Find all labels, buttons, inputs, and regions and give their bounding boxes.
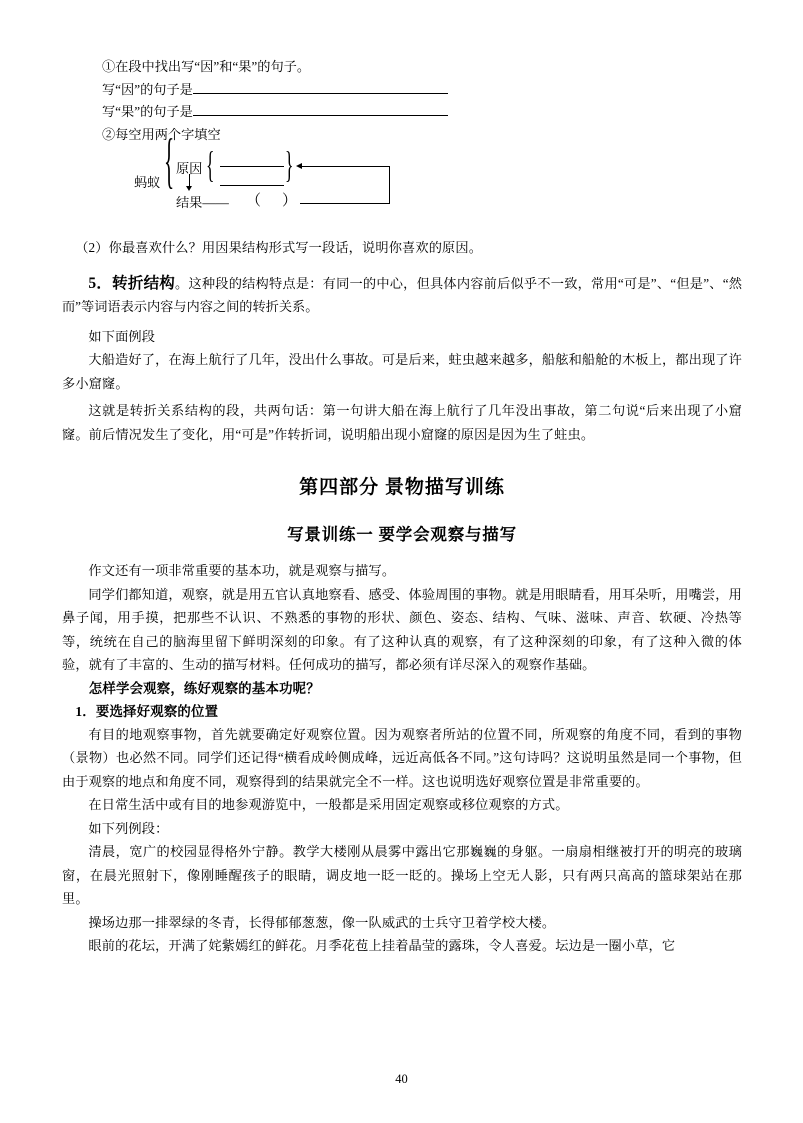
diagram-effect-label: 结果—— <box>176 195 229 210</box>
fill-in-cause-line <box>102 79 742 102</box>
question-block <box>102 56 742 146</box>
inner-brace-close: } <box>285 142 294 186</box>
outer-brace: { <box>164 129 175 196</box>
paragraph-8: 眼前的花坛，开满了姹紫嫣红的鲜花。月季花苞上挂着晶莹的露珠，令人喜爱。坛边是一圈小草，它 <box>88 938 676 953</box>
paragraph-6: 清晨，宽广的校园显得格外宁静。教学大楼刚从晨雾中露出它那巍巍的身躯。一扇扇相继被打开的明亮的玻璃窗，在晨光照射下，像刚睡醒孩子的眼睛，调皮地一眨一眨的。操场上空无人影，只有两只高高的篮球架站在那里。 <box>62 844 742 906</box>
question-heading: 怎样学会观察，练好观察的基本功呢？ <box>88 680 320 696</box>
question-item-2: ②每空用两个字填空 <box>102 126 221 142</box>
example-analysis: 这就是转折关系结构的段，共两句话：第一句讲大船在海上航行了几年没出事故，第二句说“后来出现了小窟窿。前后情况发生了变化，用“可是”作转折词，说明船出现小窟窿的原因是因为生了蛀虫。 <box>62 403 742 442</box>
paragraph-4: 在日常生活中或有目的地参观游览中，一般都是采用固定观察或移位观察的方式。 <box>88 797 569 812</box>
diagram-cause-label: 原因 <box>176 161 203 176</box>
section-5-number: 5． <box>88 274 113 292</box>
diagram-connector-bottom <box>300 203 390 204</box>
page-content <box>62 56 742 958</box>
fill-in-effect-blank[interactable] <box>193 102 448 116</box>
section-5-body: 。这种段的结构特点是：有同一的中心，但具体内容前后似乎不一致，常用“可是”、“但是”、“然而”等词语表示内容与内容之间的转折关系。 <box>62 275 742 314</box>
diagram-blank-line-2[interactable] <box>220 185 284 186</box>
inner-brace: { <box>206 142 215 186</box>
paragraph-7: 操场边那一排翠绿的冬青，长得郁郁葱葱，像一队威武的士兵守卫着学校大楼。 <box>88 914 556 930</box>
diagram-connector-arrow-icon <box>296 163 302 169</box>
fill-in-effect-line <box>102 101 742 124</box>
sub-heading: 写景训练一 要学会观察与描写 <box>287 525 517 544</box>
fill-in-cause-label: 写“因”的句子是 <box>102 81 193 97</box>
paragraph-2: 同学们都知道，观察，就是用五官认真地察看、感受、体验周围的事物。就是用眼睛看，用耳朵听，用嘴尝，用鼻子闻，用手摸，把那些不认识、不熟悉的事物的形状、颜色、姿态、结构、气味、滋味、声音、软硬、冷热等等，统统在自己的脑海里留下鲜明深刻的印象。有了这种认真的观察，有了这种深刻的印象，有了这种入微的体验，就有了丰富的、生动的描写材料。任何成功的描写，都必须有详尽深入的观察作基础。 <box>62 586 742 672</box>
fill-in-cause-blank[interactable] <box>193 80 448 94</box>
section-5 <box>62 272 742 319</box>
page-number: 40 <box>395 1072 408 1086</box>
diagram-blank-line-1[interactable] <box>220 166 284 167</box>
diagram-paren-close: ） <box>282 193 298 209</box>
paragraph-3: 有目的地观察事物，首先就要确定好观察位置。因为观察者所站的位置不同，所观察的角度不同，看到的事物（景物）也必然不同。同学们还记得“横看成岭侧成峰，远近高低各不同。”这句诗吗？这说明虽然是同一个事物，但由于观察的地点和角度不同，观察得到的结果就完全不一样。这也说明选好观察位置是非常重要的。 <box>62 726 742 789</box>
example-intro: 如下面例段 <box>88 328 156 344</box>
section-5-title: 转折结构 <box>112 274 176 292</box>
diagram-subject-label: 蚂蚁 <box>134 175 161 190</box>
paragraph-5: 如下列例段： <box>88 820 169 836</box>
diagram-arrow-down-icon <box>186 186 192 191</box>
example-text: 大船造好了，在海上航行了几年，没出什么事故。可是后来，蛀虫越来越多，船舷和船舱的木板上，都出现了许多小窟窿。 <box>62 352 742 391</box>
diagram-paren-open: （ <box>246 193 262 209</box>
part-heading: 第四部分 景物描写训练 <box>299 477 505 498</box>
question-2: （2）你最喜欢什么？用因果结构形式写一段话，说明你喜欢的原因。 <box>75 240 483 255</box>
paragraph-1: 作文还有一项非常重要的基本功，就是观察与描写。 <box>88 563 396 578</box>
question-item-1: ①在段中找出写“因”和“果”的句子。 <box>102 59 311 74</box>
diagram-connector-top <box>302 166 390 167</box>
subsection-1-heading: 1．要选择好观察的位置 <box>75 703 219 719</box>
diagram-connector-right <box>389 166 390 204</box>
diagram-effect-dash: —— <box>202 195 229 210</box>
fill-in-effect-label: 写“果”的句子是 <box>102 104 193 119</box>
